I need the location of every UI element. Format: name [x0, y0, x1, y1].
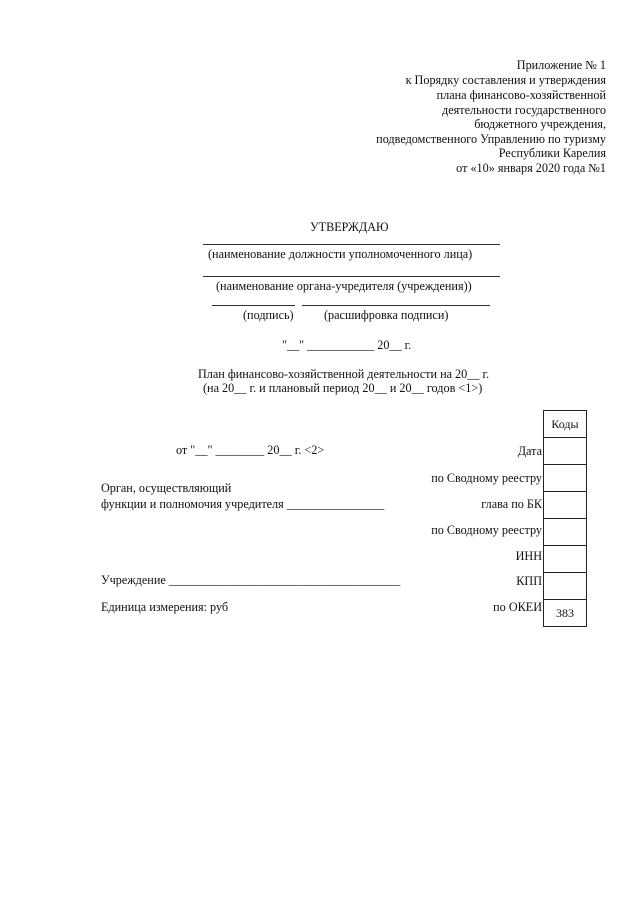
position-line [203, 244, 500, 245]
code-row-label: по Сводному реестру [431, 471, 542, 485]
code-cell-inn [544, 546, 587, 573]
code-row-label: по Сводному реестру [431, 523, 542, 537]
signature-decode-line [302, 305, 490, 306]
code-cell-registry [544, 465, 587, 492]
appendix-line: плана финансово-хозяйственной [436, 88, 606, 102]
organ-label-2: функции и полномочия учредителя ________________ [101, 497, 385, 511]
organ-label: Орган, осуществляющий [101, 481, 232, 495]
appendix-line: подведомственного Управлению по туризму [376, 132, 606, 146]
code-row-label: КПП [516, 574, 542, 588]
code-cell-registry-2 [544, 519, 587, 546]
signature-caption: (подпись) [243, 308, 294, 322]
code-row-label: ИНН [515, 549, 542, 563]
form-date-from: от "__" ________ 20__ г. <2> [176, 443, 325, 457]
approval-title: УТВЕРЖДАЮ [310, 220, 389, 234]
organ-line [203, 276, 500, 277]
appendix-line: Приложение № 1 [516, 58, 606, 72]
code-row-label: по ОКЕИ [493, 600, 542, 614]
code-cell-date [544, 438, 587, 465]
appendix-line: к Порядку составления и утверждения [405, 73, 606, 87]
appendix-line: деятельности государственного [442, 103, 606, 117]
code-cell-okei: 383 [544, 600, 587, 627]
code-cell-bk [544, 492, 587, 519]
plan-subtitle: (на 20__ г. и плановый период 20__ и 20__ годов <1>) [203, 381, 483, 395]
appendix-line: Республики Карелия [498, 146, 606, 160]
codes-table [543, 410, 587, 627]
code-row-label: Дата [517, 444, 542, 458]
plan-title: План финансово-хозяйственной деятельности на 20__ г. [198, 367, 490, 381]
organ-caption: (наименование органа-учредителя (учреждения)) [216, 279, 472, 293]
appendix-line: бюджетного учреждения, [474, 117, 606, 131]
unit-label: Единица измерения: руб [101, 600, 229, 614]
signature-line [212, 305, 295, 306]
appendix-line: от «10» января 2020 года №1 [456, 161, 606, 175]
institution-label: Учреждение ______________________________________ [101, 573, 401, 587]
signature-decode-caption: (расшифровка подписи) [324, 308, 449, 322]
position-caption: (наименование должности уполномоченного лица) [208, 247, 473, 261]
code-cell-kpp [544, 573, 587, 600]
codes-header: Коды [544, 411, 587, 438]
approval-date: "__" ___________ 20__ г. [282, 338, 412, 352]
code-row-label: глава по БК [481, 497, 542, 511]
